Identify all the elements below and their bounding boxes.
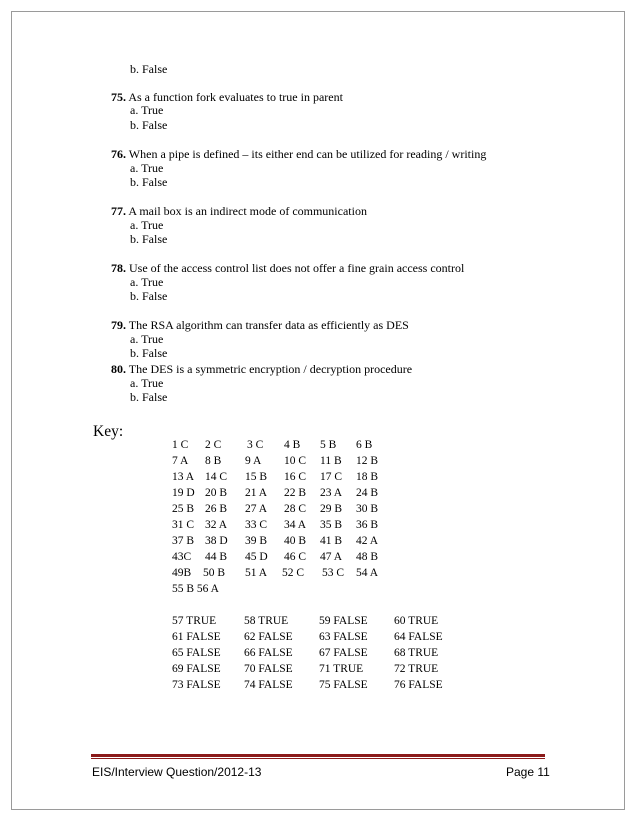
answer-key-entry: 23 A (320, 487, 343, 499)
answer-key-entry: 11 B (320, 455, 342, 467)
answer-key-entry: 69 FALSE (172, 663, 221, 675)
answer-key-entry: 66 FALSE (244, 647, 293, 659)
answer-key-entry: 22 B (284, 487, 307, 499)
answer-key-entry: 4 B (284, 439, 301, 451)
question-number: 80. (111, 362, 126, 376)
answer-key-entry: 39 B (245, 535, 268, 547)
answer-key-entry: 74 FALSE (244, 679, 293, 691)
option-b: b. False (130, 390, 168, 404)
question-text: As a function fork evaluates to true in parent (128, 90, 343, 104)
answer-key-entry: 34 A (284, 519, 307, 531)
page-number: Page 11 (506, 765, 550, 779)
answer-key-entry: 25 B (172, 503, 195, 515)
answer-key-entry: 48 B (356, 551, 379, 563)
answer-key-entry: 41 B (320, 535, 343, 547)
answer-key-entry: 64 FALSE (394, 631, 443, 643)
answer-key-entry: 24 B (356, 487, 379, 499)
question-text: When a pipe is defined – its either end can be utilized for reading / writing (128, 147, 487, 161)
answer-key-entry: 38 D (205, 535, 228, 547)
answer-key-entry: 5 B (320, 439, 337, 451)
answer-key-entry: 16 C (284, 471, 307, 483)
answer-key-entry: 1 C (172, 439, 189, 451)
answer-key-entry: 47 A (320, 551, 343, 563)
previous-option-tail: b. False (130, 62, 168, 76)
answer-key-entry: 15 B (245, 471, 268, 483)
option-a: a. True (130, 218, 164, 232)
answer-key-entry: 76 FALSE (394, 679, 443, 691)
answer-key-entry: 45 D (245, 551, 268, 563)
answer-key-entry: 62 FALSE (244, 631, 293, 643)
answer-key-entry: 54 A (356, 567, 379, 579)
answer-key-entry: 53 C (322, 567, 345, 579)
answer-key-entry: 28 C (284, 503, 307, 515)
option-a: a. True (130, 332, 164, 346)
answer-key-entry: 58 TRUE (244, 615, 289, 627)
answer-key-entry: 75 FALSE (319, 679, 368, 691)
answer-key-entry: 8 B (205, 455, 222, 467)
answer-key-entry: 40 B (284, 535, 307, 547)
footer-rule-thin (91, 758, 545, 759)
answer-key-entry: 63 FALSE (319, 631, 368, 643)
answer-key-entry: 12 B (356, 455, 379, 467)
key-heading: Key: (93, 423, 124, 440)
footer-rule (91, 754, 545, 757)
answer-key-entry: 36 B (356, 519, 379, 531)
answer-key-entry: 43C (172, 551, 192, 563)
answer-key-entry: 71 TRUE (319, 663, 364, 675)
option-b: b. False (130, 232, 168, 246)
question-number: 76. (111, 147, 126, 161)
answer-key-entry: 33 C (245, 519, 268, 531)
answer-key-entry: 59 FALSE (319, 615, 368, 627)
answer-key-entry: 73 FALSE (172, 679, 221, 691)
answer-key-entry: 60 TRUE (394, 615, 439, 627)
answer-key-entry: 51 A (245, 567, 268, 579)
answer-key-entry: 30 B (356, 503, 379, 515)
answer-key-entry: 9 A (245, 455, 262, 467)
answer-key-entry: 72 TRUE (394, 663, 439, 675)
answer-key-entry: 2 C (205, 439, 222, 451)
question-text: The DES is a symmetric encryption / decryption procedure (128, 362, 413, 376)
option-b: b. False (130, 118, 168, 132)
question-number: 78. (111, 261, 126, 275)
option-b: b. False (130, 289, 168, 303)
answer-key-entry: 46 C (284, 551, 307, 563)
answer-key-entry: 20 B (205, 487, 228, 499)
question-number: 77. (111, 204, 126, 218)
option-a: a. True (130, 103, 164, 117)
answer-key-entry: 27 A (245, 503, 268, 515)
option-a: a. True (130, 275, 164, 289)
answer-key-entry: 26 B (205, 503, 228, 515)
answer-key-entry: 7 A (172, 455, 189, 467)
answer-key-entry: 18 B (356, 471, 379, 483)
question-text: The RSA algorithm can transfer data as efficiently as DES (128, 318, 409, 332)
answer-key-entry: 13 A (172, 471, 195, 483)
answer-key-entry: 35 B (320, 519, 343, 531)
answer-key-entry: 61 FALSE (172, 631, 221, 643)
answer-key-entry: 52 C (282, 567, 305, 579)
question-number: 79. (111, 318, 126, 332)
footer-document-id: EIS/Interview Question/2012-13 (92, 765, 262, 779)
answer-key-entry: 70 FALSE (244, 663, 293, 675)
option-a: a. True (130, 161, 164, 175)
answer-key-entry: 37 B (172, 535, 195, 547)
answer-key-entry: 50 B (203, 567, 226, 579)
page-border (11, 11, 625, 810)
answer-key-entry: 29 B (320, 503, 343, 515)
question-text: A mail box is an indirect mode of communication (128, 204, 367, 218)
option-a: a. True (130, 376, 164, 390)
answer-key-entry: 19 D (172, 487, 195, 499)
answer-key-entry: 3 C (247, 439, 264, 451)
answer-key-entry: 42 A (356, 535, 379, 547)
answer-key-entry: 67 FALSE (319, 647, 368, 659)
answer-key-entry: 32 A (205, 519, 228, 531)
answer-key-entry: 21 A (245, 487, 268, 499)
answer-key-entry: 49B (172, 567, 192, 579)
option-b: b. False (130, 175, 168, 189)
answer-key-entry: 57 TRUE (172, 615, 217, 627)
answer-key-entry: 44 B (205, 551, 228, 563)
answer-key-entry: 17 C (320, 471, 343, 483)
answer-key-last-row: 55 B 56 A (172, 583, 219, 595)
answer-key-entry: 14 C (205, 471, 228, 483)
answer-key-entry: 68 TRUE (394, 647, 439, 659)
question-number: 75. (111, 90, 126, 104)
answer-key-entry: 10 C (284, 455, 307, 467)
answer-key-entry: 31 C (172, 519, 195, 531)
question-text: Use of the access control list does not offer a fine grain access control (129, 261, 465, 275)
answer-key-entry: 6 B (356, 439, 373, 451)
option-b: b. False (130, 346, 168, 360)
answer-key-entry: 65 FALSE (172, 647, 221, 659)
